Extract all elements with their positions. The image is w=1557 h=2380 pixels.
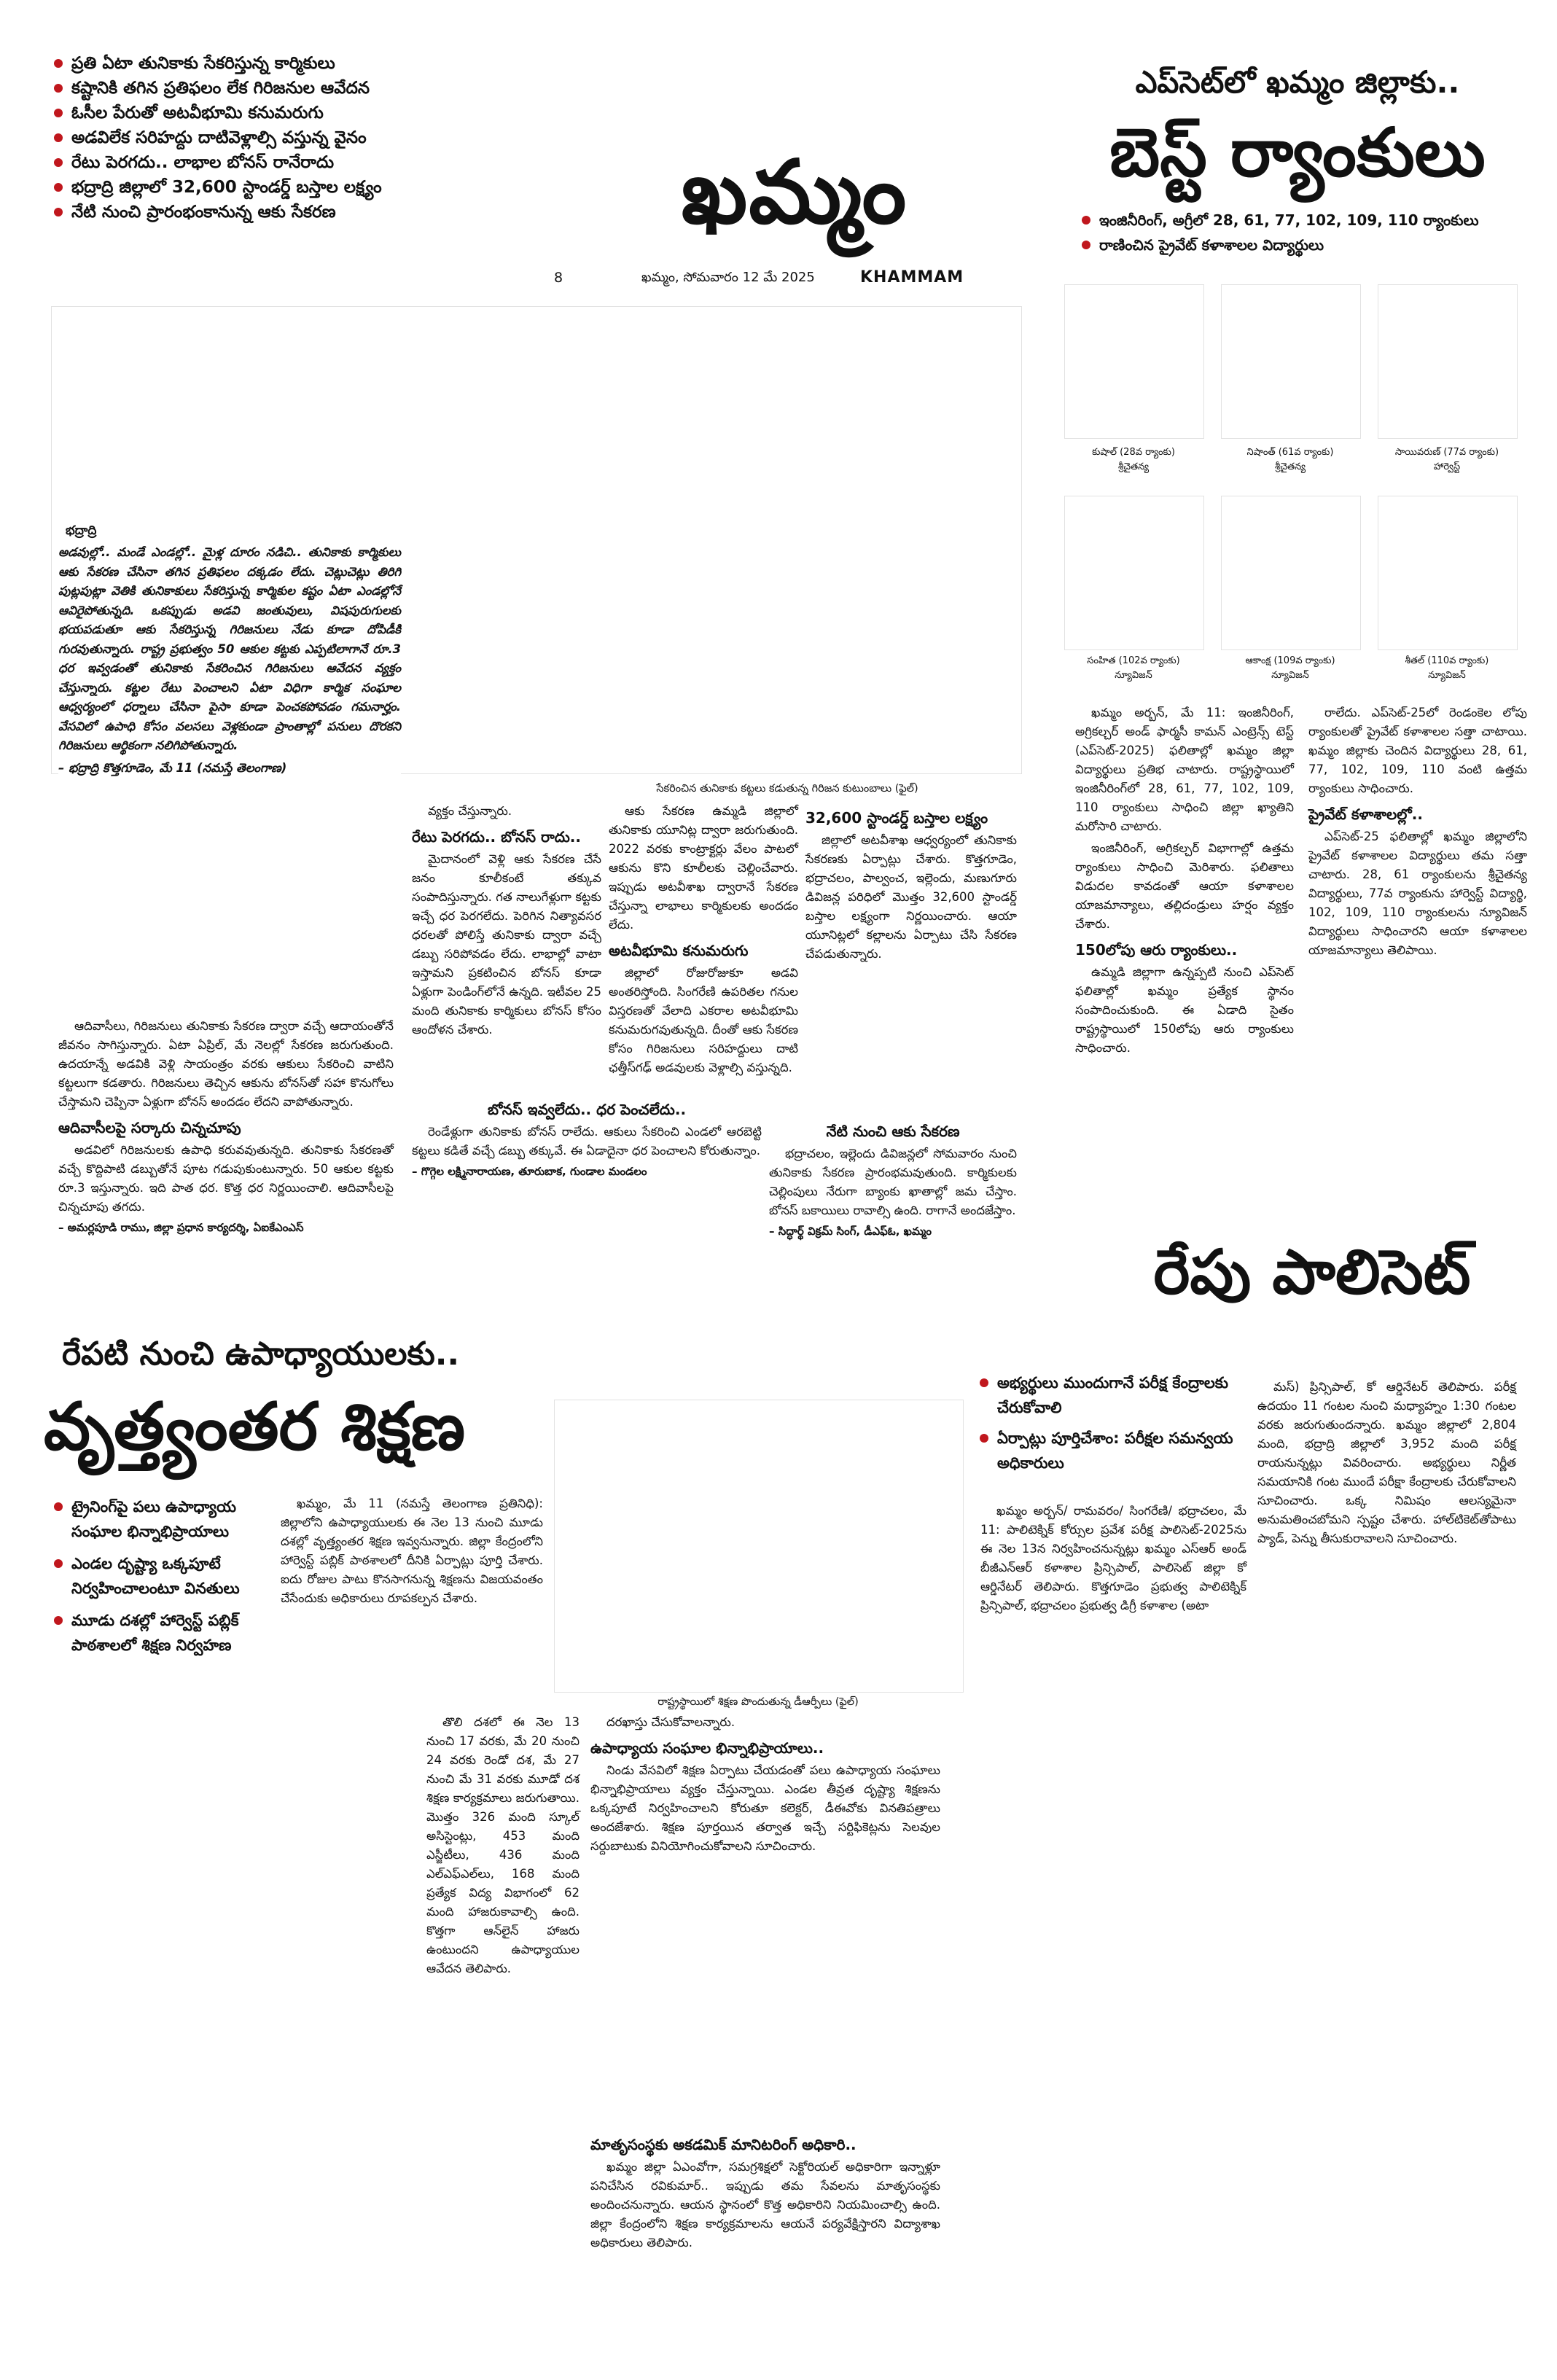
- polycet-column-2: [1257, 1378, 1516, 1551]
- photo-caption-name: సాయివరుణ్ (77వ ర్యాంకు): [1394, 447, 1499, 458]
- training-bullet-list: [51, 1494, 277, 1658]
- bullet-item: ఏర్పాట్లు పూర్తిచేశాం: పరీక్షల సమన్వయ అధికారులు: [977, 1426, 1239, 1475]
- paragraph: ఖమ్మం అర్బన్/ రామవరం/ సింగరేణి/ భద్రాచలం, మే 11: పాలిటెక్నిక్ కోర్సుల ప్రవేశ పరీక్ష పాలిసెట్-2025ను ఈ నెల 13న నిర్వహించనున్నట్లు ఖమ్మం ఎస్ఆర్ అండ్ బీజీఎన్ఆర్ కళాశాల ప్రిన్సిపాల్, పాలిసెట్ జిల్లా కో ఆర్డినేటర్ తెలిపారు. కొత్తగూడెం ప్రభుత్వ పాలిటెక్నిక్ ప్రిన్సిపాల్, భద్రాచలం ప్రభుత్వ డిగ్రీ కళాశాల (అటా: [980, 1504, 1246, 1612]
- student-photo: [1378, 284, 1518, 439]
- paragraph: ఖమ్మం జిల్లా ఏఎంవోగా, సమగ్రశిక్షలో సెక్టోరియల్ అధికారిగా ఇన్నాళ్లూ పనిచేసిన రవికుమార్.. ఇప్పుడు తమ సేవలను మాతృసంస్థకు అందించనున్నారు. ఆయన స్థానంలో కొత్త అధికారిని నియమించాల్సి ఉంది. జిల్లా కేంద్రంలోని శిక్షణ కార్యక్రమాలను ఆయనే పర్యవేక్షిస్తారని విద్యాశాఖ అధికారులు తెలిపారు.: [590, 2160, 940, 2250]
- paragraph: ఎప్‌సెట్-25 ఫలితాల్లో ఖమ్మం జిల్లాలోని ప్రైవేట్ కళాశాలల విద్యార్థులు తమ సత్తా చాటారు. 28, 61 ర్యాంకులను శ్రీచైతన్య విద్యార్థులు, 77వ ర్యాంకును హార్వెస్ట్ విద్యార్థి, 102, 109, 110 ర్యాంకులను న్యూవిజన్ విద్యార్థులు సాధించారని ఆయా కళాశాలల యాజమాన్యాలు తెలిపాయి.: [1308, 830, 1527, 957]
- intro-signature: – భద్రాద్రి కొత్తగూడెం, మే 11 (నమస్తే తెలంగాణ): [58, 760, 287, 775]
- training-kicker: రేపటి నుంచి ఉపాధ్యాయులకు..: [62, 1335, 460, 1373]
- paragraph: ఖమ్మం అర్బన్, మే 11: ఇంజినీరింగ్, అగ్రికల్చర్ అండ్ ఫార్మసీ కామన్ ఎంట్రెన్స్ టెస్ట్ (ఎప్‌సెట్-2025) ఫలితాల్లో ఖమ్మం జిల్లా విద్యార్థులు ప్రతిభ చాటారు. రాష్ట్రస్థాయిలో ఇంజినీరింగ్‌లో 28, 61, 77, 102, 109, 110 ర్యాంకులు సాధించి జిల్లా ఖ్యాతిని మరోసారి చాటారు.: [1075, 706, 1294, 833]
- bullet-item: మూడు దశల్లో హార్వెస్ట్ పబ్లిక్ పాఠశాలలో శిక్షణ నిర్వహణ: [51, 1608, 277, 1658]
- paragraph: దరఖాస్తు చేసుకోవాలన్నారు.: [606, 1715, 735, 1729]
- bullet-item: కష్టానికి తగిన ప్రతిఫలం లేక గిరిజనుల ఆవేదన: [51, 76, 459, 101]
- tuniku-column-2: [412, 802, 601, 1042]
- photo-caption-college: శ్రీచైతన్య: [1274, 461, 1306, 472]
- training-photo: [554, 1400, 964, 1693]
- subheading: అటవీభూమి కనుమరుగు: [609, 942, 749, 959]
- photo-caption-college: న్యూవిజన్: [1115, 670, 1152, 681]
- photo-caption-college: శ్రీచైతన్య: [1117, 461, 1150, 472]
- tuniku-column-4b: [769, 1115, 1017, 1239]
- photo-caption-name: సంహిత (102వ ర్యాంకు): [1087, 655, 1180, 666]
- tuniku-column-3: [609, 802, 798, 1080]
- bullet-item: భద్రాద్రి జిల్లాలో 32,600 స్టాండర్డ్ బస్తాల లక్ష్యం: [51, 175, 459, 200]
- polycet-bullet-list: [977, 1370, 1239, 1475]
- training-column-3b: [590, 2129, 940, 2255]
- subheading: ఆదివాసీలపై సర్కారు చిన్నచూపు: [58, 1119, 241, 1136]
- student-photo: [1064, 496, 1204, 650]
- student-photo: [1221, 496, 1361, 650]
- tuniku-column-4: [805, 802, 1017, 967]
- photo-caption: రాష్ట్రస్థాయిలో శిక్షణ పొందుతున్న డీఆర్పీలు (ఫైల్): [657, 1696, 859, 1708]
- bullet-item: ట్రైనింగ్‌పై పలు ఉపాధ్యాయ సంఘాల భిన్నాభిప్రాయాలు: [51, 1494, 277, 1544]
- tuniku-column-2b: [412, 1093, 762, 1179]
- training-column-1: [281, 1494, 543, 1611]
- paragraph: నిండు వేసవిలో శిక్షణ ఏర్పాటు చేయడంతో పలు ఉపాధ్యాయ సంఘాలు భిన్నాభిప్రాయాలు వ్యక్తం చేస్తున్నాయి. ఎండల తీవ్రత దృష్ట్యా శిక్షణను ఒక్కపూటే నిర్వహించాలని కోరుతూ కలెక్టర్, డీఈవోకు వినతిపత్రాలు అందజేశారు. శిక్షణ పూర్తయిన తర్వాత ఇచ్చే సర్టిఫికెట్లను సెలవుల సర్దుబాటుకు వినియోగించుకోవాలని సూచించారు.: [590, 1763, 940, 1853]
- paragraph: జిల్లాలో రోజురోజుకూ అడవి అంతరిస్తోంది. సింగరేణి ఉపరితల గనుల విస్తరణతో వేలాది ఎకరాల అటవీభూమి కనుమరుగవుతున్నది. దీంతో ఆకు సేకరణ కోసం గిరిజనులు సరిహద్దులు దాటి ఛత్తీస్‌గఢ్ అడవులకు వెళ్లాల్సి వస్తున్నది.: [609, 966, 798, 1074]
- subheading: ఉపాధ్యాయ సంఘాల భిన్నాభిప్రాయాలు..: [590, 1739, 824, 1757]
- eapcet-bullet-list: [1079, 208, 1531, 257]
- edition-name: KHAMMAM: [860, 268, 964, 286]
- paragraph: జిల్లాలో అటవీశాఖ ఆధ్వర్యంలో తునికాకు సేకరణకు ఏర్పాట్లు చేశారు. కొత్తగూడెం, భద్రాచలం, పాల్వంచ, ఇల్లెందు, మణుగూరు డివిజన్ల పరిధిలో మొత్తం 32,600 స్టాండర్డ్ బస్తాల లక్ష్యంగా నిర్ణయించారు. ఆయా యూనిట్లలో కల్లాలను ఏర్పాటు చేసి సేకరణ చేపడుతున్నారు.: [805, 833, 1017, 961]
- subheading: ప్రైవేట్ కళాశాలల్లో..: [1308, 805, 1423, 823]
- eapcet-column-2: [1308, 703, 1527, 963]
- quote-signature: – అమర్లపూడి రాము, జిల్లా ప్రధాన కార్యదర్శి, ఏఐకేఎంఎస్: [58, 1221, 304, 1234]
- paragraph: ఖమ్మం, మే 11 (నమస్తే తెలంగాణ ప్రతినిధి): జిల్లాలోని ఉపాధ్యాయులకు ఈ నెల 13 నుంచి మూడు దశల్లో వృత్త్యంతర శిక్షణ ఇవ్వనున్నారు. జిల్లా కేంద్రంలోని హార్వెస్ట్ పబ్లిక్ పాఠశాలలో దీనికి ఏర్పాట్లు పూర్తి చేశారు. ఐదు రోజుల పాటు కొనసాగనున్న శిక్షణను విజయవంతం చేసేందుకు అధికారులు రూపకల్పన చేశారు.: [281, 1497, 543, 1605]
- bullet-item: రేటు పెరగదు.. లాభాల బోనస్ రానేరాదు: [51, 150, 459, 175]
- bullet-item: అడవిలేక సరిహద్దు దాటివెళ్లాల్సి వస్తున్న వైనం: [51, 125, 459, 150]
- dateline: ఖమ్మం, సోమవారం 12 మే 2025: [641, 270, 815, 285]
- tuniku-intro: [58, 543, 401, 778]
- bullet-item: ప్రతి ఏటా తునికాకు సేకరిస్తున్న కార్మికులు: [51, 51, 459, 76]
- photo-caption-name: ఆకాంక్ష (109వ ర్యాంకు): [1245, 655, 1335, 666]
- page-number: 8: [554, 270, 563, 286]
- masthead-title: ఖమ్మం: [681, 142, 908, 243]
- subheading: 32,600 స్టాండర్డ్ బస్తాల లక్ష్యం: [805, 809, 988, 827]
- subheading: బోనస్ ఇవ్వలేదు.. ధర పెంచలేదు..: [487, 1101, 687, 1118]
- paragraph: రెండేళ్లుగా తునికాకు బోనస్ రాలేదు. ఆకులు సేకరించి ఎండలో ఆరబెట్టి కట్టలు కడితే వచ్చే డబ్బు తక్కువే. ఈ ఏడాదైనా ధర పెంచాలని కోరుతున్నాం.: [412, 1125, 762, 1158]
- training-column-3: [590, 1713, 940, 1859]
- subheading: మాతృసంస్థకు అకడమిక్ మానిటరింగ్ అధికారి..: [590, 2136, 856, 2153]
- paragraph: ఇంజినీరింగ్, అగ్రికల్చర్ విభాగాల్లో ఉత్తమ ర్యాంకులు సాధించి మెరిశారు. ఫలితాలు విడుదల కావడంతో ఆయా కళాశాలల యాజమాన్యాలు, తల్లిదండ్రులు హర్షం వ్యక్తం చేశారు.: [1075, 841, 1294, 931]
- photo-caption-name: కుషాల్ (28వ ర్యాంకు): [1092, 447, 1175, 458]
- training-headline: వృత్త్యంతర శిక్షణ: [44, 1389, 466, 1465]
- student-photo: [1064, 284, 1204, 439]
- polycet-column-1: [980, 1502, 1246, 1618]
- bullet-item: అభ్యర్థులు ముందుగానే పరీక్ష కేంద్రాలకు చేరుకోవాలి: [977, 1370, 1239, 1420]
- top-bullet-list: [51, 51, 459, 225]
- paragraph: మస్) ప్రిన్సిపాల్, కో ఆర్డినేటర్ తెలిపారు. పరీక్ష ఉదయం 11 గంటల నుంచి మధ్యాహ్నం 1:30 గంటల వరకు జరుగుతుందన్నారు. ఖమ్మం జిల్లాలో 2,804 మంది, భద్రాద్రి జిల్లాలో 3,952 మంది పరీక్ష రాయనున్నట్లు వివరించారు. అభ్యర్థులు నిర్ణీత సమయానికి గంట ముందే పరీక్షా కేంద్రాలకు చేరుకోవాలని సూచించారు. ఒక్క నిమిషం ఆలస్యమైనా అనుమతించబోమని స్పష్టం చేశారు. హాల్‌టికెట్‌తోపాటు ప్యాడ్, పెన్ను తీసుకురావాలని సూచించారు.: [1257, 1380, 1516, 1545]
- bullet-item: ఎండల దృష్ట్యా ఒక్కపూటే నిర్వహించాలంటూ వినతులు: [51, 1551, 277, 1601]
- photo-caption: సేకరించిన తునికాకు కట్టలు కడుతున్న గిరిజన కుటుంబాలు (ఫైల్): [656, 783, 918, 795]
- training-column-2: [426, 1713, 580, 1981]
- photo-caption-name: నిషాంత్ (61వ ర్యాంకు): [1246, 447, 1334, 458]
- polycet-headline: రేపు పాలిసెట్: [1153, 1236, 1471, 1308]
- bullet-item: ఇంజినీరింగ్, అగ్రీలో 28, 61, 77, 102, 109, 110 ర్యాంకులు: [1079, 208, 1531, 233]
- bullet-item: రాణించిన ప్రైవేట్ కళాశాలల విద్యార్థులు: [1079, 233, 1531, 257]
- paragraph: అడవిలో గిరిజనులకు ఉపాధి కరువవుతున్నది. తునికాకు సేకరణతో వచ్చే కొద్దిపాటి డబ్బుతోనే పూట గడుపుకుంటున్నారు. 50 ఆకుల కట్టకు రూ.3 ఇస్తున్నారు. ఇది పాత ధర. కొత్త ధర నిర్ణయించాలి. ఆదివాసీలపై చిన్నచూపు తగదు.: [58, 1143, 394, 1214]
- bullet-item: ఓసీల పేరుతో అటవీభూమి కనుమరుగు: [51, 101, 459, 125]
- student-photo: [1378, 496, 1518, 650]
- paragraph: రాలేదు. ఎప్‌సెట్-25లో రెండంకెల లోపు ర్యాంకులతో ప్రైవేట్ కళాశాలల సత్తా చాటాయి. ఖమ్మం జిల్లాకు చెందిన విద్యార్థులు 28, 61, 77, 102, 109, 110 వంటి ఉత్తమ ర్యాంకులు సాధించారు.: [1308, 706, 1527, 795]
- tuniku-dateline: భద్రాద్రి: [66, 523, 97, 538]
- bullet-item: నేటి నుంచి ప్రారంభంకానున్న ఆకు సేకరణ: [51, 200, 459, 225]
- quote-signature: – గొగ్గెల లక్ష్మినారాయణ, తూరుబాక, గుండాల మండలం: [412, 1165, 647, 1178]
- paragraph: భద్రాచలం, ఇల్లెందు డివిజన్లలో సోమవారం నుంచి తునికాకు సేకరణ ప్రారంభమవుతుంది. కార్మికులకు చెల్లింపులు నేరుగా బ్యాంకు ఖాతాల్లో జమ చేస్తాం. బోనస్ బకాయిలు రావాల్సి ఉంది. రాగానే అందజేస్తాం.: [769, 1147, 1017, 1217]
- photo-caption-college: హార్వెస్ట్: [1433, 461, 1461, 472]
- eapcet-headline: బెస్ట్ ర్యాంకులు: [1109, 114, 1486, 192]
- paragraph: మైదానంలో వెళ్లి ఆకు సేకరణ చేసే జనం కూలీకంటే తక్కువ సంపాదిస్తున్నారు. గత నాలుగేళ్లుగా కట్టకు ఇచ్చే ధర పెరగలేదు. పెరిగిన నిత్యావసర ధరలతో పోలిస్తే తునికాకు ద్వారా వచ్చే డబ్బు సరిపోవడం లేదు. లాభాల్లో వాటా ఇస్తామని ప్రకటించిన బోనస్ కూడా ఏళ్లుగా పెండింగ్‌లోనే ఉన్నది. ఇటీవల 25 మంది తునికాకు కార్మికులు బోనస్ కోసం ఆందోళన చేశారు.: [412, 852, 601, 1037]
- eapcet-column-1: [1075, 703, 1294, 1061]
- paragraph: ఉమ్మడి జిల్లాగా ఉన్నప్పటి నుంచి ఎప్‌సెట్ ఫలితాల్లో ఖమ్మం ప్రత్యేక స్థానం సంపాదించుకుంది. ఈ ఏడాది సైతం రాష్ట్రస్థాయిలో 150లోపు ఆరు ర్యాంకులు సాధించారు.: [1075, 965, 1294, 1055]
- photo-caption-college: న్యూవిజన్: [1271, 670, 1309, 681]
- quote-signature: – సిద్ధార్థ్ విక్రమ్ సింగ్, డీఎఫ్‌ఓ, ఖమ్మం: [769, 1225, 932, 1238]
- student-photo: [1221, 284, 1361, 439]
- paragraph: తొలి దశలో ఈ నెల 13 నుంచి 17 వరకు, మే 20 నుంచి 24 వరకు రెండో దశ, మే 27 నుంచి మే 31 వరకు మూడో దశ శిక్షణ కార్యక్రమాలు జరుగుతాయి. మొత్తం 326 మంది స్కూల్ అసిస్టెంట్లు, 453 మంది ఎస్జీటీలు, 436 మంది ఎల్ఎఫ్ఎల్‌లు, 168 మంది ప్రత్యేక విద్య విభాగంలో 62 మంది హాజరుకావాల్సి ఉంది. కొత్తగా ఆన్‌లైన్ హాజరు ఉంటుందని ఉపాధ్యాయుల ఆవేదన తెలిపారు.: [426, 1715, 580, 1975]
- tuniku-column-1: [58, 1017, 394, 1236]
- subheading: 150లోపు ఆరు ర్యాంకులు..: [1075, 941, 1238, 959]
- paragraph: ఆదివాసీలు, గిరిజనులు తునికాకు సేకరణ ద్వారా వచ్చే ఆదాయంతోనే జీవనం సాగిస్తున్నారు. ఏటా ఏప్రిల్, మే నెలల్లో సేకరణ జరుగుతుంది. ఉదయాన్నే అడవికి వెళ్లి సాయంత్రం వరకు ఆకులు సేకరించి వాటిని కట్టలుగా కడతారు. గిరిజనులు తెచ్చిన ఆకును బోనస్‌తో సహా కొనుగోలు చేస్తామని చెప్పినా ఏళ్లుగా బోనస్ అందడం లేదని వాపోతున్నారు.: [58, 1019, 394, 1109]
- subheading: రేటు పెరగదు.. బోనస్ రాదు..: [412, 828, 581, 846]
- paragraph: వ్యక్తం చేస్తున్నారు.: [428, 804, 512, 818]
- photo-caption-college: న్యూవిజన్: [1428, 670, 1466, 681]
- eapcet-kicker: ఎప్‌సెట్‌లో ఖమ్మం జిల్లాకు..: [1135, 64, 1460, 100]
- intro-text: అడవుల్లో.. మండే ఎండల్లో.. మైళ్ల దూరం నడిచి.. తునికాకు కార్మికులు ఆకు సేకరణ చేసినా తగిన ప్రతిఫలం దక్కడం లేదు. చెట్లుచెట్లు తిరిగి పుట్లపుట్లా వెతికి తునికాకులు సేకరిస్తున్న కార్మికుల కష్టం ఏటా ఎండల్లోనే ఆవిరైపోతున్నది. ఒకప్పుడు అడవి జంతువులు, విషపురుగులకు భయపడుతూ ఆకు సేకరిస్తున్న గిరిజనులు నేడు కూడా దోపిడీకి గురవుతున్నారు. రాష్ట్ర ప్రభుత్వం 50 ఆకుల కట్టకు ఎప్పటిలాగానే రూ.3 ధర ఇవ్వడంతో తునికాకు సేకరించిన గిరిజనులు ఆవేదన వ్యక్తం చేస్తున్నారు. కట్టల రేటు పెంచాలని ఏటా విధిగా కార్మిక సంఘాల ఆధ్వర్యంలో ధర్నాలు చేసినా పైసా కూడా పెంచకపోవడం గమనార్హం. వేసవిలో ఉపాధి కోసం వలసలు వెళ్లకుండా ప్రాంతాల్లో పనులు దొరకని గిరిజనులు ఆర్థికంగా నలిగిపోతున్నారు.: [58, 545, 401, 752]
- subheading: నేటి నుంచి ఆకు సేకరణ: [826, 1123, 960, 1140]
- photo-caption-name: శీతల్ (110వ ర్యాంకు): [1405, 655, 1489, 666]
- paragraph: ఆకు సేకరణ ఉమ్మడి జిల్లాలో తునికాకు యూనిట్ల ద్వారా జరుగుతుంది. 2022 వరకు కాంట్రాక్టర్లు వేలం పాటలో ఆకును కొని కూలీలకు చెల్లించేవారు. ఇప్పుడు అటవీశాఖ ద్వారానే సేకరణ చేస్తున్నా లాభాలు కార్మికులకు అందడం లేదు.: [609, 804, 798, 932]
